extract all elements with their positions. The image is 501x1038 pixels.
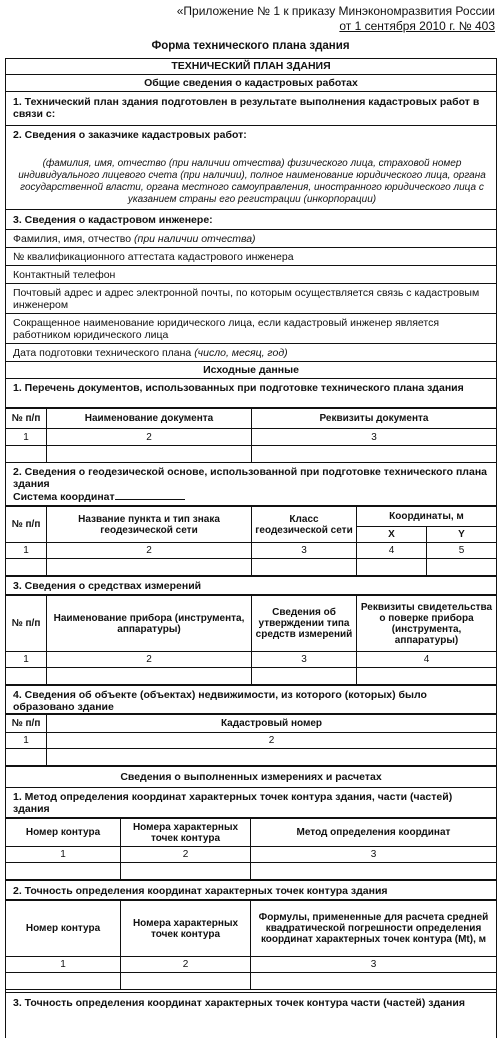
instruments-col-name: Наименование прибора (инструмента, аппаратуры): [47, 596, 252, 652]
parent-objects-col-no: № п/п: [6, 715, 47, 733]
general-section-3: [5, 210, 497, 230]
table-cell: 1: [6, 957, 121, 973]
table-cell: 1: [6, 847, 121, 863]
table-cell: [121, 863, 251, 880]
general-section-1-text: 1. Технический план здания подготовлен в результате выполнения кадастровых работ в связи с:: [13, 96, 480, 120]
instruments-col-approval: Сведения об утверждении типа средств измерений: [252, 596, 357, 652]
table-cell: 3: [252, 543, 357, 559]
table-cell: 2: [47, 543, 252, 559]
method-col-points: Номера характерных точек контура: [121, 819, 251, 847]
table-cell: [357, 668, 497, 685]
accuracy-col-points: Номера характерных точек контура: [121, 901, 251, 957]
method-col-contour: Номер контура: [6, 819, 121, 847]
accuracy-table: [5, 900, 497, 990]
table-cell: [6, 559, 47, 576]
table-cell: 4: [357, 543, 427, 559]
general-section-2: [5, 126, 497, 210]
table-cell: [121, 973, 251, 990]
table-cell: [251, 863, 497, 880]
table-cell: 1: [6, 429, 47, 446]
table-cell: 1: [6, 733, 47, 749]
general-section-2-text: 2. Сведения о заказчике кадастровых работ:: [13, 129, 247, 141]
source-section-3-text: 3. Сведения о средствах измерений: [13, 580, 202, 592]
engineer-cert-row: [5, 248, 497, 266]
table-cell: [47, 668, 252, 685]
geodetic-col-coords: Координаты, м: [357, 507, 497, 527]
table-cell: [6, 973, 121, 990]
accuracy-col-formulas: Формулы, примененные для расчета средней квадратической погрешности определения координат характерных точек контура (Mt), м: [251, 901, 497, 957]
table-cell: 1: [6, 652, 47, 668]
engineer-address-row: [5, 284, 497, 314]
instruments-col-cert: Реквизиты свидетельства о поверке прибора (инструмента, аппаратуры): [357, 596, 497, 652]
measure-section-1: [5, 788, 497, 818]
parent-objects-col-number: Кадастровый номер: [47, 715, 497, 733]
measure-section-3-text: 3. Точность определения координат характерных точек контура части (частей) здания: [13, 997, 465, 1009]
general-header: Общие сведения о кадастровых работах: [5, 75, 497, 92]
coord-system-blank: [115, 499, 185, 500]
table-cell: [47, 749, 497, 766]
source-section-4-text: 4. Сведения об объекте (объектах) недвижимости, из которого (которых) было образовано здание: [13, 689, 427, 713]
table-cell: 5: [426, 543, 496, 559]
customer-hint: (фамилия, имя, отчество (при наличии отчества) физического лица, страховой номер индивидуального лицевого счета (при наличии), полное наименование юридического лица, органа государственной власти, органа местного самоуправления, иностранного юридического лица с указанием страны его регистрации (инкорпорации): [18, 158, 486, 205]
table-cell: [6, 668, 47, 685]
general-section-1: [5, 92, 497, 126]
source-section-3: [5, 576, 497, 595]
table-cell: 2: [47, 429, 252, 446]
documents-col-no: № п/п: [6, 409, 47, 429]
measure-section-1-text: 1. Метод определения координат характерных точек контура здания, части (частей) здания: [13, 791, 453, 815]
engineer-address-label: Почтовый адрес и адрес электронной почты, по которым осуществляется связь с кадастровым инженером: [13, 287, 480, 311]
engineer-phone-row: [5, 266, 497, 284]
instruments-col-no: № п/п: [6, 596, 47, 652]
annex-line-1: «Приложение № 1 к приказу Минэкономразвития России: [176, 4, 495, 18]
table-cell: [6, 749, 47, 766]
documents-table: [5, 408, 497, 463]
source-section-2-text: 2. Сведения о геодезической основе, использованной при подготовке технического плана здания: [13, 466, 487, 490]
table-cell: 1: [6, 543, 47, 559]
table-cell: 4: [357, 652, 497, 668]
plan-date-label: Дата подготовки технического плана: [13, 347, 192, 359]
table-cell: [252, 668, 357, 685]
table-cell: [252, 446, 497, 463]
source-section-4: [5, 685, 497, 714]
parent-objects-table: [5, 714, 497, 766]
table-cell: [252, 559, 357, 576]
table-cell: 3: [252, 652, 357, 668]
table-cell: [251, 973, 497, 990]
table-cell: [47, 446, 252, 463]
geodetic-col-no: № п/п: [6, 507, 47, 543]
measure-section-2: [5, 880, 497, 900]
plan-date-hint: (число, месяц, год): [194, 347, 288, 359]
source-section-1: [5, 379, 497, 408]
engineer-fio-label: Фамилия, имя, отчество: [13, 233, 132, 245]
table-cell: 2: [47, 652, 252, 668]
method-table: [5, 818, 497, 880]
measure-section-2-text: 2. Точность определения координат характерных точек контура здания: [13, 885, 388, 897]
engineer-org-row: [5, 314, 497, 344]
accuracy-col-contour: Номер контура: [6, 901, 121, 957]
table-cell: 2: [47, 733, 497, 749]
table-cell: [47, 559, 252, 576]
table-cell: [6, 863, 121, 880]
engineer-cert-label: № квалификационного аттестата кадастрового инженера: [13, 251, 294, 263]
table-cell: [426, 559, 496, 576]
source-section-1-text: 1. Перечень документов, использованных при подготовке технического плана здания: [13, 382, 464, 394]
documents-col-name: Наименование документа: [47, 409, 252, 429]
engineer-fio-row: [5, 230, 497, 248]
annex-line-2: от 1 сентября 2010 г. № 403: [339, 19, 495, 33]
instruments-table: [5, 595, 497, 685]
table-cell: 3: [251, 847, 497, 863]
table-cell: 2: [121, 957, 251, 973]
table-cell: [357, 559, 427, 576]
general-section-3-text: 3. Сведения о кадастровом инженере:: [13, 214, 213, 226]
source-header: Исходные данные: [5, 362, 497, 379]
engineer-fio-hint: (при наличии отчества): [134, 233, 256, 245]
geodetic-col-point: Название пункта и тип знака геодезической сети: [47, 507, 252, 543]
table-cell: 3: [252, 429, 497, 446]
engineer-org-label: Сокращенное наименование юридического лица, если кадастровый инженер является работником юридического лица: [13, 317, 440, 341]
plan-date-row: [5, 344, 497, 362]
source-section-2: [5, 462, 497, 506]
form-title: Форма технического плана здания: [151, 40, 350, 52]
geodetic-col-x: X: [357, 527, 427, 543]
coord-system-label: Система координат: [13, 491, 115, 503]
measure-header: Сведения о выполненных измерениях и расчетах: [5, 766, 497, 788]
geodetic-col-class: Класс геодезической сети: [252, 507, 357, 543]
measure-section-3: [5, 992, 497, 1024]
annex-reference: [165, 4, 495, 34]
documents-col-details: Реквизиты документа: [252, 409, 497, 429]
geodetic-col-y: Y: [426, 527, 496, 543]
method-col-method: Метод определения координат: [251, 819, 497, 847]
table-cell: [6, 446, 47, 463]
table-cell: 3: [251, 957, 497, 973]
engineer-phone-label: Контактный телефон: [13, 269, 116, 281]
tech-plan-title: ТЕХНИЧЕСКИЙ ПЛАН ЗДАНИЯ: [5, 58, 497, 75]
table-cell: 2: [121, 847, 251, 863]
geodetic-table: [5, 506, 497, 576]
